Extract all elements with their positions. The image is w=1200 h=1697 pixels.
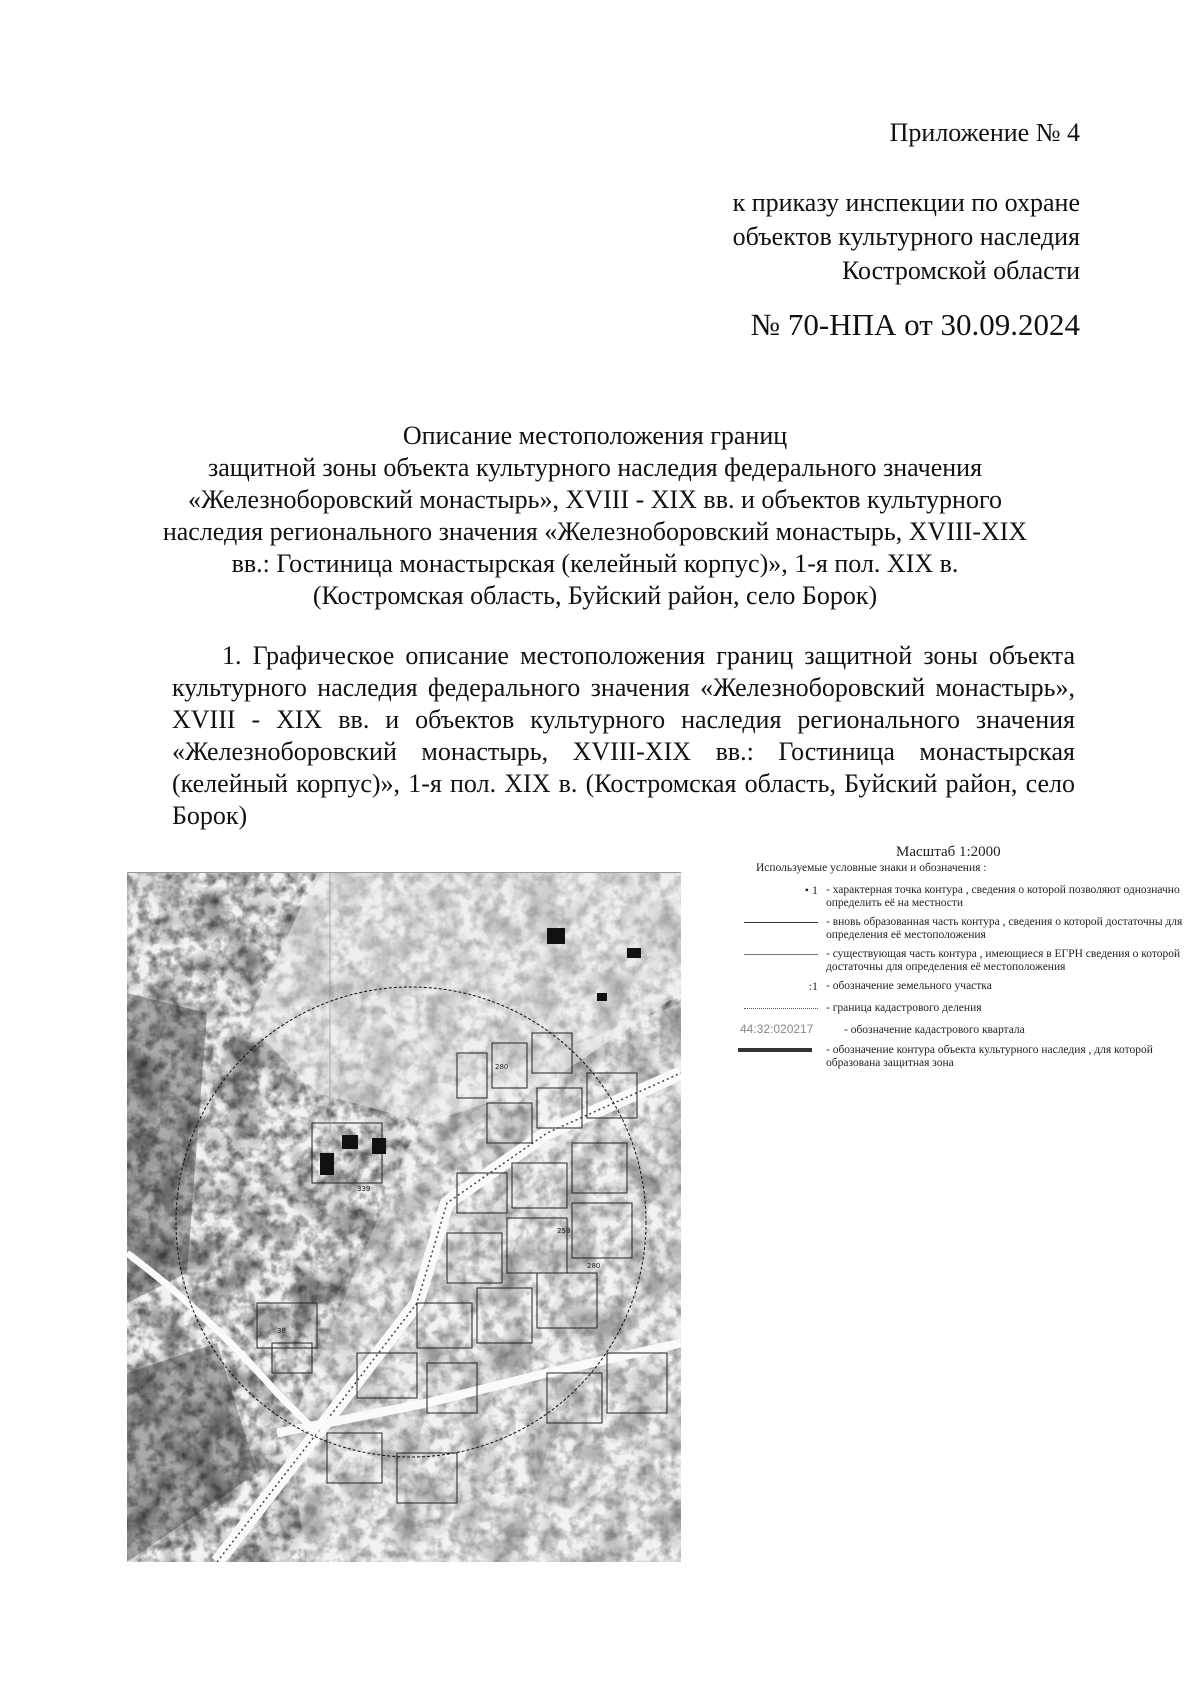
aerial-photo [127,873,681,1562]
legend-item [744,1044,1194,1074]
paragraph-line: «Железноборовский монастырь, XVIII-XIX вв.: Гостиница монастырская [172,737,1075,766]
legend-item [744,1002,1194,1018]
document-title [150,420,1040,612]
title-line: вв.: Гостиница монастырская (келейный корпус)», 1-я пол. XIX в. [231,549,959,578]
solid-line-icon [744,922,818,937]
map-scale: Масштаб 1:2000 [896,844,1001,860]
cadastral-quarter-symbol: 44:32:020217 [740,1022,814,1036]
legend-item-text: - характерная точка контура , сведения о которой позволяют однозначно определить её на местности [826,884,1180,909]
parcel-label: 38 [277,1327,286,1335]
parcel-label: 339 [357,1185,371,1193]
parcel-label: 280 [587,1262,601,1270]
order-ref-line: Костромской области [841,256,1080,285]
parcel-label: 280 [495,1063,509,1071]
legend-item-text: - существующая часть контура , имеющиеся в ЕГРН сведения о которой достаточны для определения её местоположения [826,948,1181,973]
legend-item-text: - обозначение кадастрового квартала [844,1024,1025,1036]
order-number: № 70-НПА от 30.09.2024 [750,307,1080,342]
dotted-line-icon [744,1008,818,1023]
title-line: «Железноборовский монастырь», XVIII - XIX вв. и объектов культурного [188,485,1002,514]
legend-caption: Используемые условные знаки и обозначения : [756,862,987,874]
legend-item-text: - вновь образованная часть контура , сведения о которой достаточны для определения её местоположения [826,916,1183,941]
paragraph-line: XVIII - XIX вв. и объектов культурного наследия регионального значения [172,705,1075,734]
title-line: защитной зоны объекта культурного наследия федерального значения [207,453,983,482]
legend-item-text: - обозначение контура объекта культурного наследия , для которой образована защитная зона [826,1044,1153,1069]
paragraph-line: Борок) [172,801,248,830]
legend-item [744,980,1194,996]
point-marker-icon [744,884,818,898]
parcel-designation-symbol: :1 [808,979,818,993]
legend-item [744,884,1194,914]
title-line: наследия регионального значения «Железноборовский монастырь, XVIII-XIX [162,517,1028,546]
title-line: (Костромская область, Буйский район, село Борок) [312,581,878,610]
paragraph-line: (келейный корпус)», 1-я пол. XIX в. (Костромская область, Буйский район, село [172,769,1075,798]
order-ref-line: к приказу инспекции по охране [732,188,1080,217]
legend-item-text: - обозначение земельного участка [826,980,992,992]
aerial-map [127,872,681,1562]
order-reference [733,186,1080,288]
title-line: Описание местоположения границ [402,421,788,450]
paragraph-line: культурного наследия федерального значения «Железноборовский монастырь», [172,673,1075,702]
legend-item [744,948,1194,978]
order-ref-line: объектов культурного наследия [732,222,1080,251]
thin-line-icon [744,954,818,969]
section-1-paragraph [172,640,1075,832]
legend-item-text: - граница кадастрового деления [826,1002,982,1014]
paragraph-line: 1. Графическое описание местоположения границ защитной зоны объекта [222,641,1075,670]
point-marker-symbol: • 1 [804,883,818,897]
legend-item [740,1022,1194,1040]
legend-item [744,916,1194,946]
heritage-contour-line-icon [738,1048,812,1052]
appendix-label: Приложение № 4 [889,118,1080,147]
parcel-label: 259 [557,1227,571,1235]
